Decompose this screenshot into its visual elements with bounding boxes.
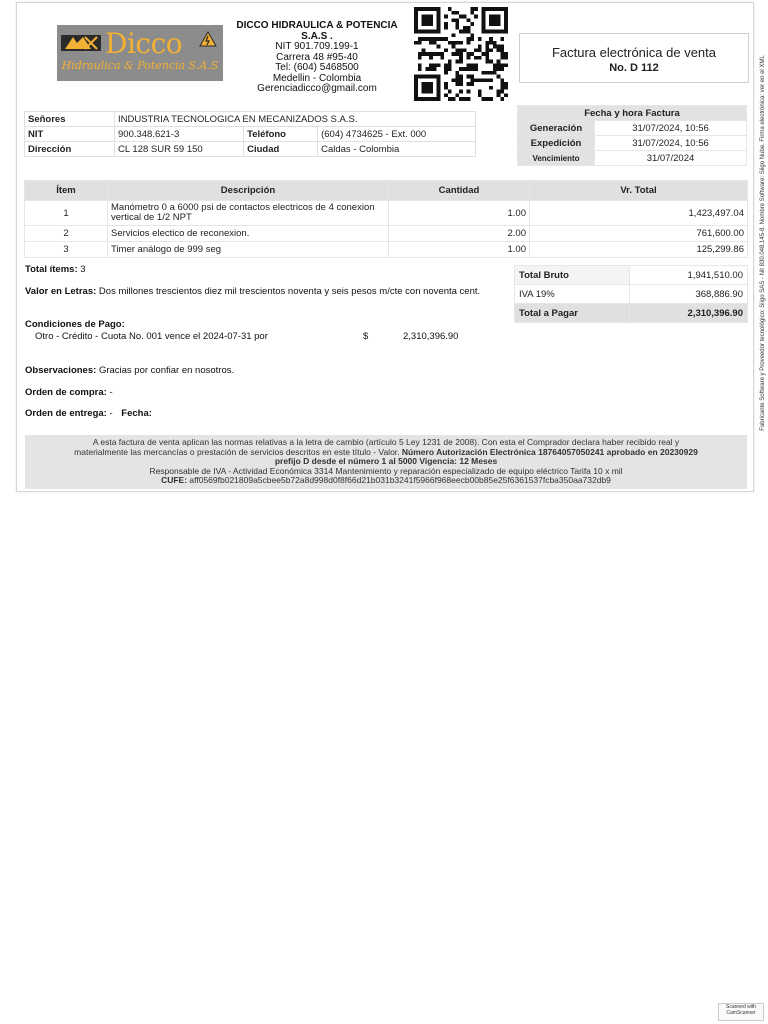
- iva-value: 368,886.90: [630, 285, 748, 304]
- row-description: Servicios electico de reconexion.: [108, 226, 389, 242]
- invoice-page: [16, 2, 754, 492]
- items-table: [24, 180, 748, 258]
- company-address: Carrera 48 #95-40: [276, 51, 358, 63]
- gear-icon: [61, 31, 101, 53]
- dates-header: Fecha y hora Factura: [518, 106, 747, 121]
- due-label: Vencimiento: [518, 151, 595, 166]
- generation-label: Generación: [518, 121, 595, 136]
- cufe-label: CUFE:: [161, 475, 188, 486]
- row-total: 761,600.00: [530, 226, 748, 242]
- total-pay-value: 2,310,396.90: [630, 304, 748, 323]
- payment-amount: 2,310,396.90: [403, 331, 459, 342]
- col-description: Descripción: [108, 181, 389, 201]
- col-item: Ítem: [25, 181, 108, 201]
- footer-line-1: A esta factura de venta aplican las normas relativas a la letra de cambio (artículo 5 Ley 1231 de 2008). Con esta el Comprador declara haber recibido real y: [92, 437, 680, 447]
- table-row: [25, 242, 748, 258]
- delivery-order-label: Orden de entrega:: [25, 408, 107, 419]
- payment-currency: $: [363, 331, 369, 342]
- side-legal-text: [758, 40, 768, 450]
- company-phone: Tel: (604) 5468500: [275, 62, 359, 73]
- row-item: 1: [25, 201, 108, 226]
- warning-icon: [199, 31, 217, 47]
- row-item: 3: [25, 242, 108, 258]
- client-city: Caldas - Colombia: [318, 142, 476, 157]
- value-in-words: [25, 286, 505, 297]
- invoice-title-box: [519, 33, 749, 83]
- row-quantity: 1.00: [389, 201, 530, 226]
- client-name: INDUSTRIA TECNOLOGICA EN MECANIZADOS S.A.S.: [115, 112, 476, 127]
- total-items-value: 3: [80, 264, 86, 275]
- totals-table: [514, 265, 748, 323]
- footer-authorization: Número Autorización Electrónica 18764057050241 aprobado en 20230929: [401, 446, 698, 457]
- payment-label: Condiciones de Pago:: [25, 319, 125, 330]
- client-label-phone: Teléfono: [244, 127, 318, 142]
- delivery-date-label: Fecha:: [121, 408, 152, 419]
- row-quantity: 2.00: [389, 226, 530, 242]
- due-date: 31/07/2024: [595, 151, 747, 166]
- total-pay-label: Total a Pagar: [515, 304, 630, 323]
- invoice-title: Factura electrónica de venta: [551, 45, 717, 60]
- generation-date: 31/07/2024, 10:56: [595, 121, 747, 136]
- scanner-badge: [718, 1003, 764, 1021]
- expedition-date: 31/07/2024, 10:56: [595, 136, 747, 151]
- words-label: Valor en Letras:: [25, 286, 97, 297]
- words-value: Dos millones trescientos diez mil trescientos noventa y seis pesos m/cte con noventa cent.: [98, 286, 481, 297]
- footer-cufe: [25, 476, 747, 486]
- expedition-label: Expedición: [518, 136, 595, 151]
- company-logo: [57, 25, 223, 81]
- client-nit: 900.348.621-3: [115, 127, 244, 142]
- row-total: 125,299.86: [530, 242, 748, 258]
- row-quantity: 1.00: [389, 242, 530, 258]
- observations-value: Gracias por confiar en nosotros.: [98, 365, 235, 376]
- legal-footer: [25, 435, 747, 489]
- payment-conditions-label: [25, 319, 125, 330]
- purchase-order-value: -: [109, 387, 113, 398]
- total-items-label: Total ítems:: [25, 264, 78, 275]
- purchase-order: [25, 387, 113, 398]
- dates-table: [517, 105, 747, 166]
- observations: [25, 365, 234, 376]
- client-label-nit: NIT: [25, 127, 115, 142]
- row-item: 2: [25, 226, 108, 242]
- table-row: [25, 201, 748, 226]
- col-total: Vr. Total: [530, 181, 748, 201]
- invoice-number: No. D 112: [609, 62, 659, 74]
- client-label-address: Dirección: [25, 142, 115, 157]
- client-label-city: Ciudad: [244, 142, 318, 157]
- cufe-value: aff0569fb021809a5cbee5b72a8d998d0f8f66d21b031b3241f5966f968eecb00b85e25f6361537fcba350aa732db9: [189, 475, 611, 486]
- row-description: Timer análogo de 999 seg: [108, 242, 389, 258]
- observations-label: Observaciones:: [25, 365, 97, 376]
- col-quantity: Cantidad: [389, 181, 530, 201]
- company-email: Gerenciadicco@gmail.com: [257, 83, 377, 94]
- scanner-badge-text: Scanned with CamScanner: [725, 1004, 757, 1016]
- total-items: [25, 264, 86, 275]
- logo-tagline: Hidraulica & Potencia S.A.S: [61, 59, 219, 72]
- logo-brand: Dicco: [105, 27, 183, 60]
- gross-value: 1,941,510.00: [630, 266, 748, 285]
- table-row: [25, 226, 748, 242]
- side-text: Fabricante Software y Proveedor tecnológico: Siigo SAS - Nit 830.048.145-8. Nombre Software: Siigo Nube. Firma electrónica: ver en el XML: [760, 55, 766, 431]
- footer-line-3: prefijo D desde el número 1 al 5000 Vigencia: 12 Meses: [274, 456, 498, 467]
- company-name: DICCO HIDRAULICA & POTENCIA S.A.S .: [236, 20, 398, 42]
- purchase-order-label: Orden de compra:: [25, 387, 107, 398]
- qr-code: [411, 7, 511, 101]
- company-city: Medellin - Colombia: [272, 72, 362, 84]
- client-phone: (604) 4734625 - Ext. 000: [318, 127, 476, 142]
- footer-line-2a: materialmente las mercancías o prestación de servicios descritos en este título - Valor.: [74, 446, 400, 457]
- company-nit: NIT 901.709.199-1: [275, 41, 359, 52]
- company-info: [227, 21, 407, 95]
- iva-label: IVA 19%: [515, 285, 630, 304]
- row-total: 1,423,497.04: [530, 201, 748, 226]
- client-label-senores: Señores: [25, 112, 115, 127]
- footer-line-4: Responsable de IVA - Actividad Económica 3314 Mantenimiento y reparación especializado de equipo eléctrico Tarifa 10 x mil: [149, 465, 623, 476]
- client-table: [24, 111, 476, 157]
- payment-description: Otro - Crédito - Cuota No. 001 vence el 2024-07-31 por: [35, 331, 268, 342]
- row-description: Manómetro 0 a 6000 psi de contactos electricos de 4 conexion vertical de 1/2 NPT: [108, 201, 389, 226]
- delivery-order: [25, 408, 152, 419]
- delivery-order-value: -: [109, 408, 113, 419]
- gross-label: Total Bruto: [515, 266, 630, 285]
- client-address: CL 128 SUR 59 150: [115, 142, 244, 157]
